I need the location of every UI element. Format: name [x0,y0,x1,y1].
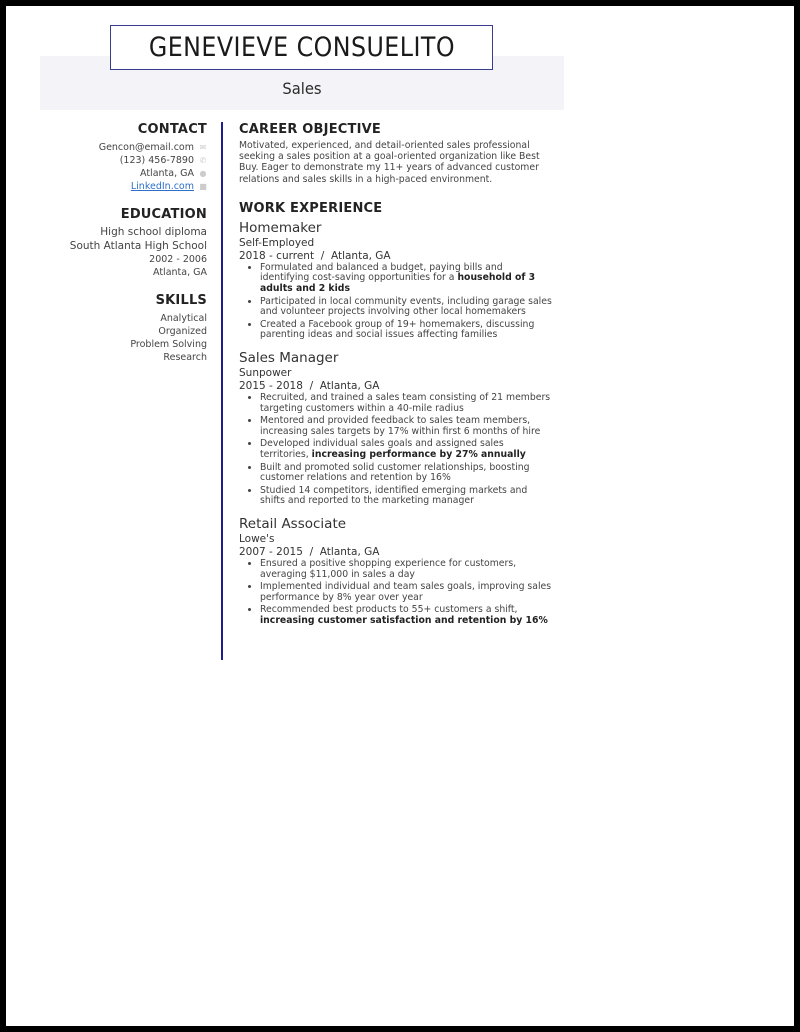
job-title-heading: Sales [282,79,322,98]
bullet: • Created a Facebook group of 19+ homemakers, discussing parenting ideas and social issues affecting families [260,320,554,341]
bullet: • Developed individual sales goals and assigned sales territories, increasing performance by 27% annually [260,439,554,460]
skill-item: Problem Solving [130,339,207,350]
contact-linkedin [46,180,207,193]
contact-section [46,122,207,193]
education-years: 2002 - 2006 [149,254,207,265]
bullet: • Formulated and balanced a budget, paying bills and identifying cost-saving opportunities for a household of 3 adults and 2 kids [260,263,554,295]
bullet: • Mentored and provided feedback to sales team members, increasing sales targets by 17% within first 6 months of hire [260,416,554,437]
job-dates: 2018 - current / Atlanta, GA [239,249,391,262]
experience-section [239,201,554,627]
objective-heading: CAREER OBJECTIVE [239,122,381,137]
location-text: Atlanta, GA [140,168,194,179]
bullet: • Recommended best products to 55+ customers a shift, increasing customer satisfaction and retention by 16% [260,605,554,626]
bullet: • Recruited, and trained a sales team consisting of 21 members targeting customers within a 40-mile radius [260,393,554,414]
contact-location [46,167,207,180]
skills-heading: SKILLS [155,293,207,308]
map-pin-icon: ● [199,168,207,178]
skills-section [46,293,207,364]
job-dates: 2015 - 2018 / Atlanta, GA [239,379,380,392]
job-dates: 2007 - 2015 / Atlanta, GA [239,545,380,558]
bullet: • Ensured a positive shopping experience for customers, averaging $11,000 in sales a day [260,559,554,580]
linkedin-icon: ■ [199,181,207,191]
job-title: Sales Manager [239,349,339,366]
objective-section [239,122,554,185]
objective-text: Motivated, experienced, and detail-oriented sales professional seeking a sales position at a goal-oriented organization like Best Buy. Eager to demonstrate my 11+ years of advanced customer relations and sales skills in a high-paced environment. [239,140,540,185]
contact-phone [46,154,207,167]
linkedin-link[interactable]: LinkedIn.com [130,181,194,192]
email-text: Gencon@email.com [98,142,194,153]
job-bullets [239,393,554,507]
education-degree: High school diploma [100,226,207,238]
job-entry [239,350,554,507]
company: Sunpower [239,366,292,379]
company: Lowe's [239,532,275,545]
skill-item: Analytical [160,313,207,324]
job-title: Homemaker [239,219,322,236]
job-title: Retail Associate [239,515,347,532]
company: Self-Employed [239,236,315,249]
job-entry [239,220,554,341]
resume-page [6,6,794,1026]
left-column [46,122,207,364]
job-bullets [239,263,554,341]
job-bullets [239,559,554,627]
education-location: Atlanta, GA [153,267,207,278]
education-heading: EDUCATION [120,207,207,222]
phone-icon: ✆ [199,155,207,165]
job-entry [239,516,554,627]
bullet: • Participated in local community events, including garage sales and volunteer projects involving other local homemakers [260,297,554,318]
experience-heading: WORK EXPERIENCE [239,200,383,216]
envelope-icon: ✉ [199,142,207,152]
education-section [46,207,207,279]
education-school: South Atlanta High School [69,239,207,252]
skill-item: Research [163,352,207,363]
contact-email [46,141,207,154]
bullet: • Implemented individual and team sales goals, improving sales performance by 8% year over year [260,582,554,603]
skill-item: Organized [158,326,207,337]
contact-heading: CONTACT [137,122,207,137]
candidate-name: GENEVIEVE CONSUELITO [148,32,455,63]
bullet: • Built and promoted solid customer relationships, boosting customer relations and retention by 16% [260,463,554,484]
right-column [239,122,554,628]
bullet: • Studied 14 competitors, identified emerging markets and shifts and reported to the marketing manager [260,486,554,507]
column-divider [221,122,223,660]
name-box [110,25,493,70]
phone-text: (123) 456-7890 [119,155,194,166]
